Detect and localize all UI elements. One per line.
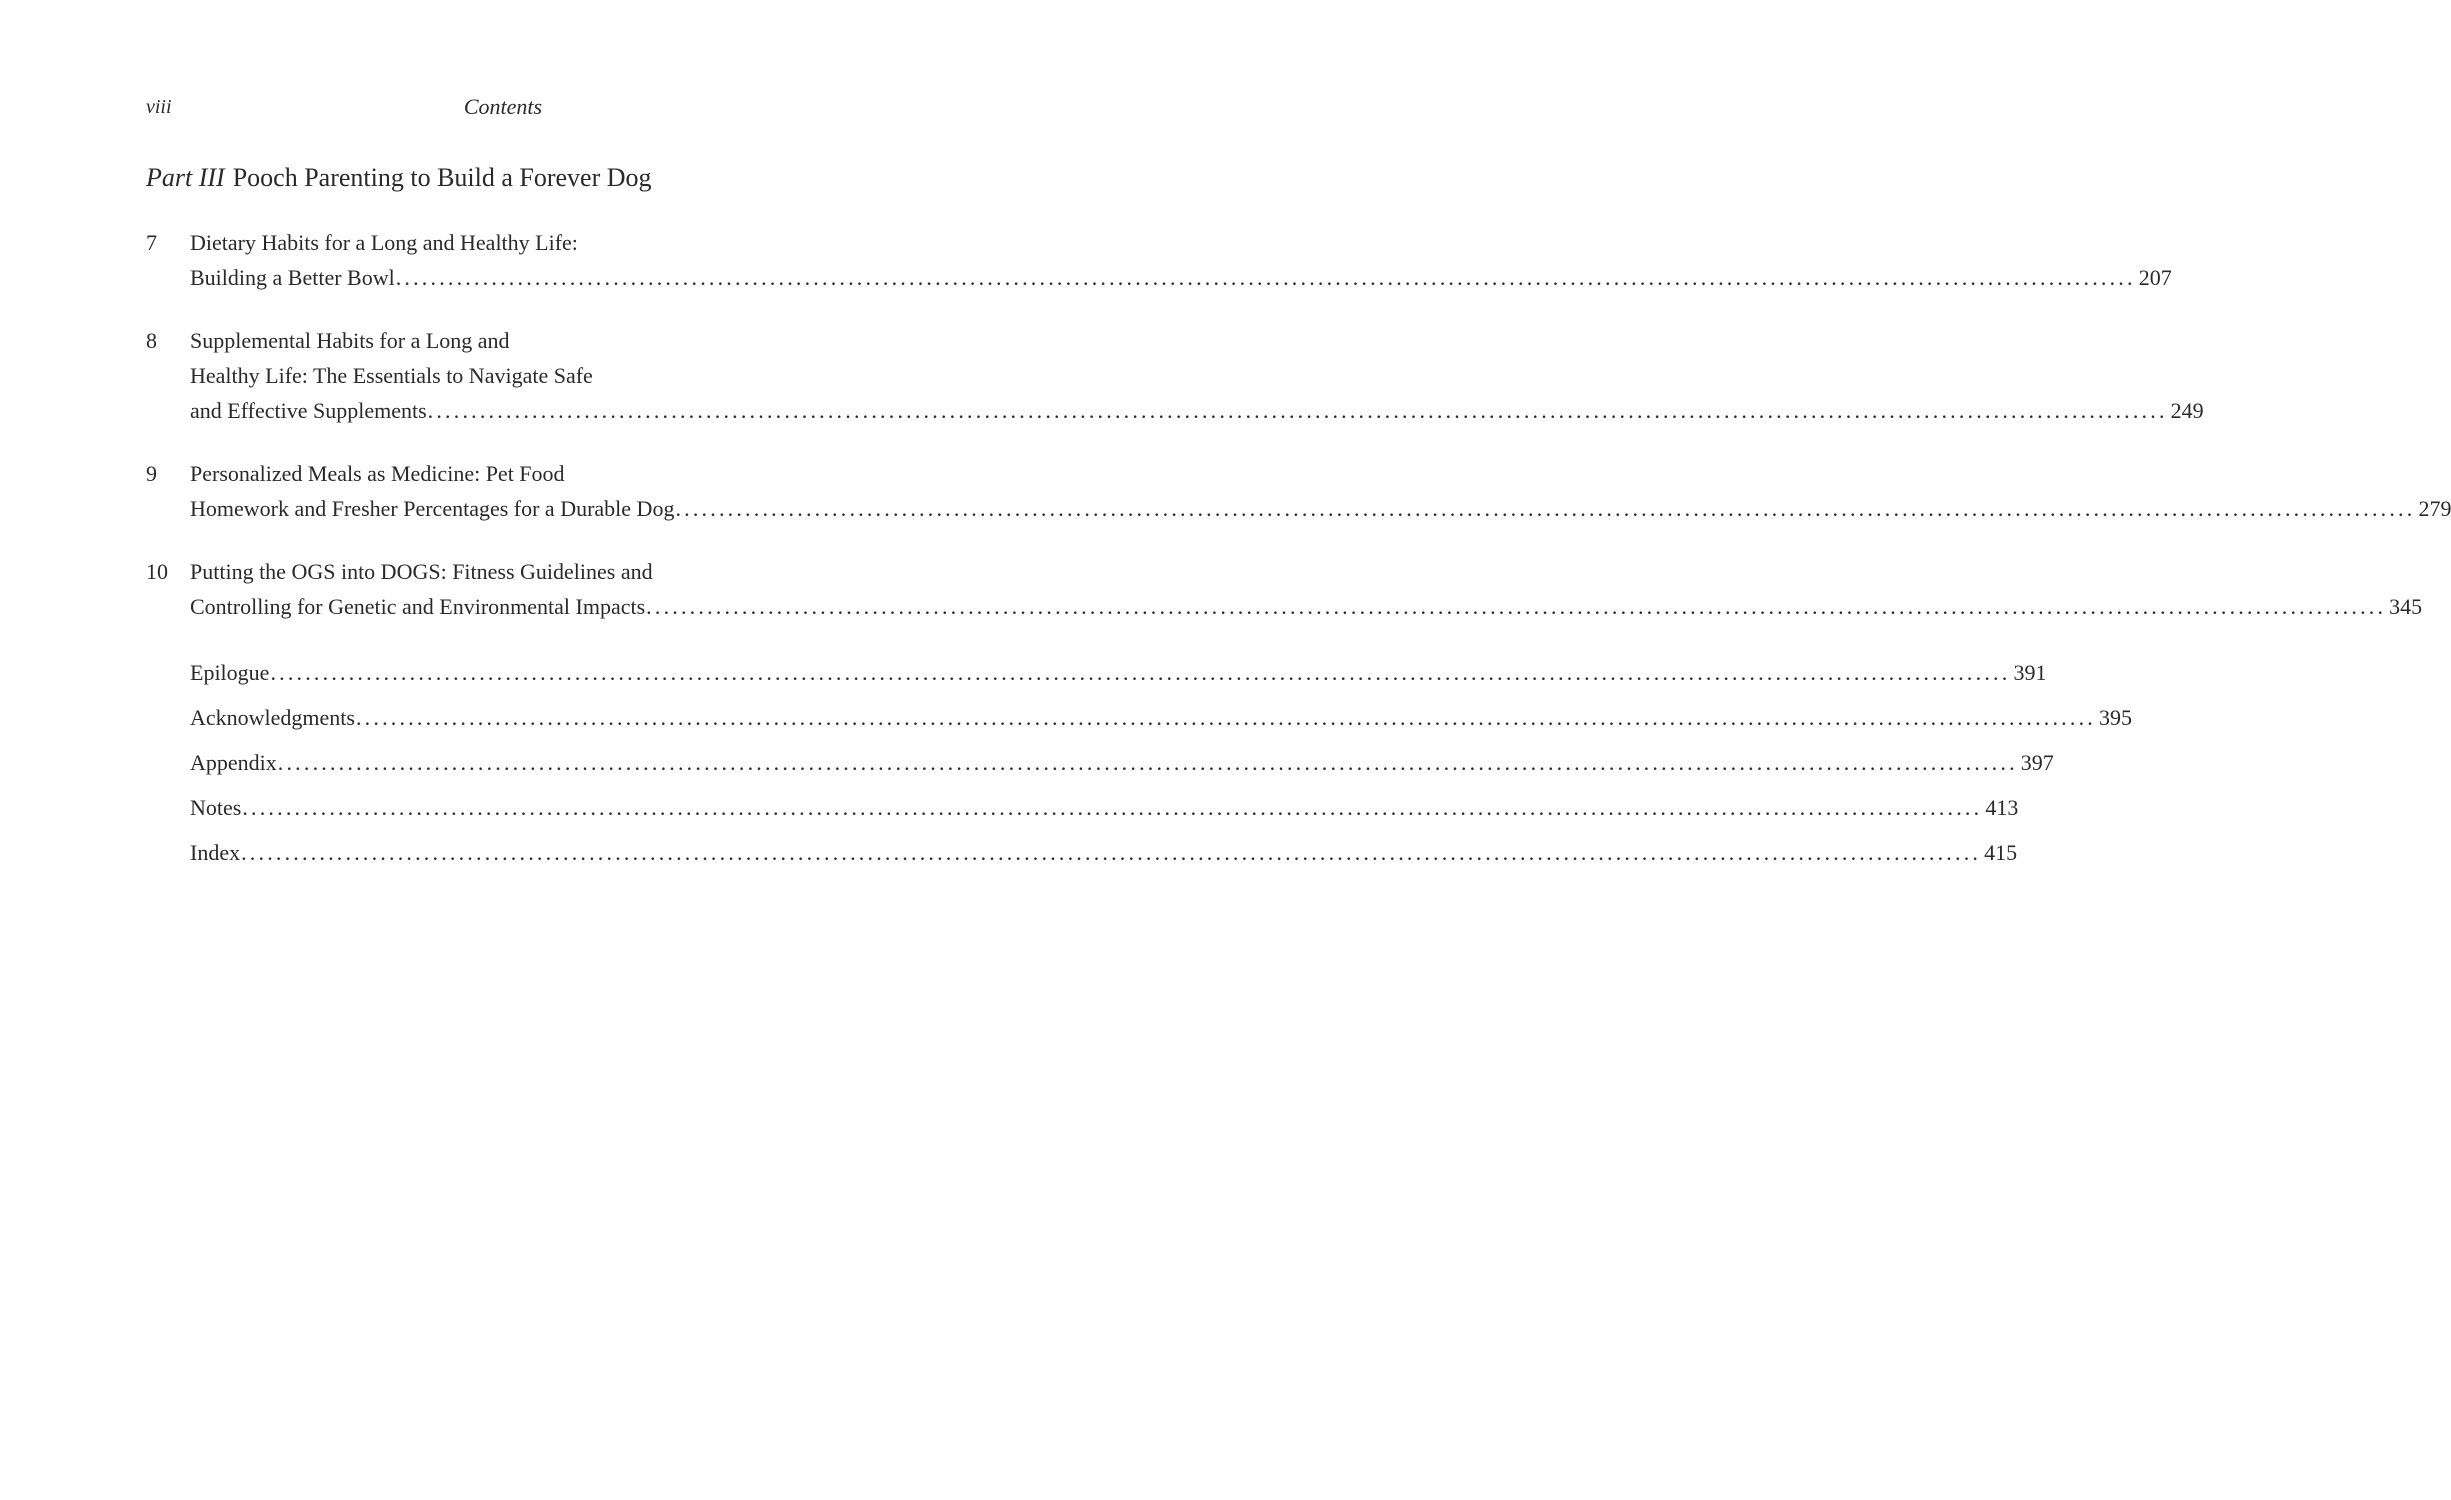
toc-entry-epilogue[interactable] (190, 655, 2047, 700)
entry-title: Epilogue (190, 660, 270, 685)
dot-leader: ........................................................................................................................................................................................................ (427, 398, 2168, 423)
chapter-title-line: Building a Better Bowl (190, 265, 395, 290)
page-number: 249 (2170, 398, 2204, 423)
part-title: Pooch Parenting to Build a Forever Dog (232, 163, 652, 192)
dot-leader: ........................................................................................................................................................................................................ (277, 750, 2018, 775)
chapter-number: 7 (146, 230, 157, 255)
toc-entry-acknowledgments[interactable] (190, 700, 2132, 745)
dot-leader: ........................................................................................................................................................................................................ (675, 496, 2416, 521)
dot-leader: ........................................................................................................................................................................................................ (646, 594, 2387, 619)
toc-entry-notes[interactable] (190, 790, 2019, 835)
page-number: 395 (2098, 705, 2132, 730)
page-number: 397 (2020, 750, 2054, 775)
entry-title: Notes (190, 795, 242, 820)
chapter-number: 9 (146, 461, 157, 486)
chapter-title-line: Healthy Life: The Essentials to Navigate Safe (190, 363, 593, 388)
chapter-title-line: Putting the OGS into DOGS: Fitness Guidelines and (190, 559, 653, 584)
chapter-title-line: Supplemental Habits for a Long and (190, 328, 510, 353)
page-number: 207 (2138, 265, 2172, 290)
page-number: 415 (1984, 840, 2018, 865)
part-label: Part III (146, 163, 225, 192)
dot-leader: ........................................................................................................................................................................................................ (270, 660, 2011, 685)
chapter-number: 10 (146, 559, 168, 584)
toc-entry-chapter-9[interactable] (146, 456, 2451, 526)
entry-title: Appendix (190, 750, 277, 775)
dot-leader: ........................................................................................................................................................................................................ (241, 840, 1982, 865)
page-number: 345 (2389, 594, 2423, 619)
page-number: 413 (1985, 795, 2019, 820)
dot-leader: ........................................................................................................................................................................................................ (355, 705, 2096, 730)
chapter-number: 8 (146, 328, 157, 353)
toc-entry-appendix[interactable] (190, 745, 2054, 790)
running-head: Contents (463, 94, 543, 119)
toc-entry-chapter-10[interactable] (146, 554, 2423, 624)
page-number: 391 (2013, 660, 2047, 685)
chapter-title-line: Personalized Meals as Medicine: Pet Food (190, 461, 565, 486)
back-matter-list (146, 655, 2132, 880)
toc-entry-index[interactable] (190, 835, 2018, 880)
chapter-title-line: Controlling for Genetic and Environmental Impacts (190, 594, 646, 619)
dot-leader: ........................................................................................................................................................................................................ (395, 265, 2136, 290)
chapter-title-line: Dietary Habits for a Long and Healthy Life: (190, 230, 578, 255)
page-number-folio: viii (146, 96, 172, 118)
entry-title: Index (190, 840, 241, 865)
part-heading (146, 163, 652, 193)
toc-entry-chapter-8[interactable] (146, 323, 2204, 428)
toc-entry-chapter-7[interactable] (146, 225, 2172, 295)
chapter-title-line: and Effective Supplements (190, 398, 427, 423)
chapter-title-line: Homework and Fresher Percentages for a Durable Dog (190, 496, 675, 521)
entry-title: Acknowledgments (190, 705, 355, 730)
page-number: 279 (2418, 496, 2451, 521)
dot-leader: ........................................................................................................................................................................................................ (242, 795, 1983, 820)
